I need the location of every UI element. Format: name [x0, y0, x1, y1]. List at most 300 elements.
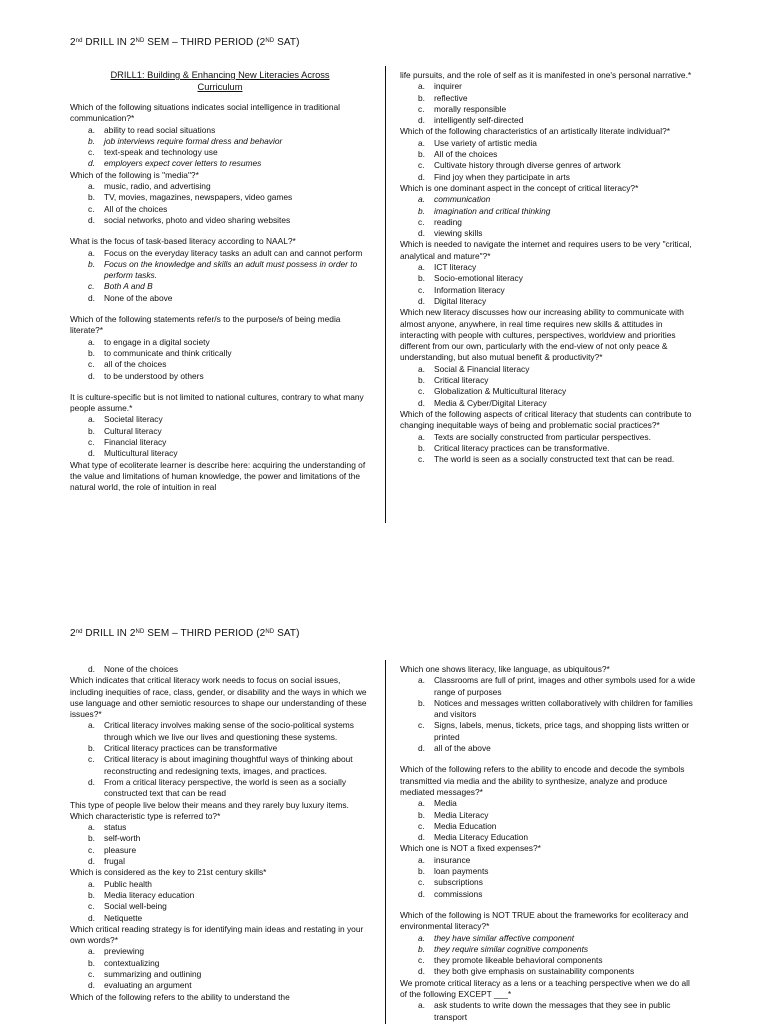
- option-text: ICT literacy: [434, 262, 477, 273]
- option-text: morally responsible: [434, 103, 507, 114]
- answer-option: [70, 856, 370, 867]
- option-letter: b.: [418, 273, 425, 284]
- option-text: reading: [434, 216, 462, 227]
- drill-title-line: Curriculum: [197, 81, 243, 92]
- option-letter: b.: [88, 957, 95, 968]
- option-text: contextualizing: [104, 957, 160, 968]
- option-letter: c.: [88, 754, 95, 765]
- option-text: Financial literacy: [104, 437, 167, 448]
- option-text: loan payments: [434, 866, 489, 877]
- option-text: Social & Financial literacy: [434, 363, 530, 374]
- option-list: [70, 664, 370, 675]
- question-text: It is culture-specific but is not limited to national cultures, contrary to what many people assume.*: [70, 391, 364, 414]
- question-text: Which of the following is NOT TRUE about the frameworks for ecoliteracy and environmental literacy?*: [400, 909, 689, 932]
- option-text: Both A and B: [104, 281, 153, 292]
- option-text: viewing skills: [434, 228, 483, 239]
- option-text: imagination and critical thinking: [434, 205, 551, 216]
- header-text: SEM – THIRD PERIOD (2: [144, 628, 266, 639]
- answer-option: [70, 822, 370, 833]
- option-text: they have similar affective component: [434, 932, 575, 943]
- option-letter: c.: [418, 160, 425, 171]
- option-text: All of the choices: [104, 203, 168, 214]
- option-letter: a.: [88, 946, 95, 957]
- option-list: [400, 262, 698, 307]
- option-text: intelligently self-directed: [434, 115, 524, 126]
- answer-option: [70, 359, 370, 370]
- option-letter: d.: [418, 228, 425, 239]
- answer-option: [400, 262, 698, 273]
- option-letter: d.: [88, 664, 95, 674]
- answer-option: [400, 386, 698, 397]
- option-list: [70, 720, 370, 799]
- option-text: communication: [434, 194, 491, 205]
- answer-option: [400, 866, 698, 877]
- option-text: commissions: [434, 888, 483, 899]
- option-list: [400, 675, 698, 754]
- drill-title-line: DRILL1: Building & Enhancing New Literacies Across: [110, 70, 330, 80]
- answer-option: [70, 181, 370, 192]
- answer-option: [70, 147, 370, 158]
- question-text: Which of the following refers to the ability to understand the: [70, 991, 290, 1002]
- option-text: inquirer: [434, 81, 462, 92]
- option-letter: b.: [88, 833, 95, 844]
- question-text: Which indicates that critical literacy work needs to focus on social issues, including inequities of race, class, gender, or disability and the ways in which we use language and other semiotic resources to shape our understanding of these issues?*: [70, 675, 367, 720]
- option-letter: c.: [418, 720, 425, 731]
- option-letter: b.: [418, 149, 425, 160]
- option-text: Critical literacy: [434, 375, 489, 386]
- option-letter: d.: [418, 888, 425, 899]
- answer-option: [400, 160, 698, 171]
- header-sup: nd: [75, 629, 83, 635]
- question-text: Which is one dominant aspect in the concept of critical literacy?*: [400, 182, 639, 193]
- option-letter: c.: [88, 281, 95, 292]
- option-letter: b.: [88, 425, 95, 436]
- header-sup: ND: [135, 629, 145, 635]
- option-text: Focus on the everyday literacy tasks an adult can and cannot perform: [104, 247, 363, 258]
- option-text: Socio-emotional literacy: [434, 273, 523, 284]
- answer-option: [400, 228, 698, 239]
- option-text: None of the above: [104, 292, 173, 303]
- answer-option: [400, 375, 698, 386]
- option-text: to be understood by others: [104, 370, 204, 381]
- option-letter: b.: [418, 205, 425, 216]
- option-text: From a critical literacy perspective, the world is seen as a socially constructed text that can be read: [104, 776, 347, 799]
- option-letter: d.: [418, 115, 425, 126]
- option-text: music, radio, and advertising: [104, 181, 211, 192]
- answer-option: [400, 1000, 698, 1023]
- option-list: [400, 432, 698, 466]
- answer-option: [400, 364, 698, 375]
- answer-option: [70, 248, 370, 259]
- answer-option: [70, 158, 370, 169]
- option-text: job interviews require formal dress and behavior: [104, 135, 283, 146]
- answer-option: [70, 437, 370, 448]
- option-text: Netiquette: [104, 912, 143, 923]
- answer-option: [400, 115, 698, 126]
- answer-option: [400, 933, 698, 944]
- question-text: Which of the following aspects of critical literacy that students can contribute to changing inequitable ways of being and problematic social practices?*: [400, 408, 692, 431]
- option-letter: a.: [418, 262, 425, 273]
- option-list: [70, 414, 370, 459]
- answer-option: [70, 754, 370, 777]
- option-text: Notices and messages written collaboratively with children for families and visitors: [434, 697, 693, 720]
- option-letter: c.: [88, 437, 95, 448]
- answer-option: [70, 337, 370, 348]
- answer-option: [70, 664, 370, 675]
- option-text: Cultural literacy: [104, 425, 162, 436]
- option-text: all of the above: [434, 743, 491, 754]
- option-text: Media Education: [434, 820, 497, 831]
- option-letter: d.: [88, 292, 95, 303]
- option-list: [400, 364, 698, 409]
- option-letter: a.: [418, 137, 425, 148]
- option-list: [70, 337, 370, 382]
- option-letter: a.: [88, 720, 95, 731]
- option-letter: a.: [88, 124, 95, 135]
- header-sup: ND: [265, 629, 275, 635]
- option-text: employers expect cover letters to resumes: [104, 158, 262, 169]
- answer-option: [70, 901, 370, 912]
- option-text: The world is seen as a socially constructed text that can be read.: [434, 454, 675, 465]
- answer-option: [400, 398, 698, 409]
- option-letter: d.: [88, 158, 95, 169]
- option-text: All of the choices: [434, 149, 498, 160]
- header-text: 2: [70, 628, 76, 639]
- answer-option: [70, 913, 370, 924]
- option-letter: c.: [418, 454, 425, 465]
- answer-option: [70, 720, 370, 743]
- answer-option: [400, 889, 698, 900]
- answer-option: [70, 980, 370, 991]
- answer-option: [400, 273, 698, 284]
- option-text: ask students to write down the messages that they see in public transport: [434, 1000, 671, 1022]
- option-letter: d.: [418, 295, 425, 306]
- answer-option: [400, 172, 698, 183]
- option-text: summarizing and outlining: [104, 969, 202, 980]
- answer-option: [400, 720, 698, 743]
- answer-option: [400, 675, 698, 698]
- question-text: Which of the following refers to the ability to encode and decode the symbols transmitted via media and the ability to synthesize, analyze and produce mediated messages?*: [400, 764, 685, 797]
- option-text: pleasure: [104, 844, 137, 855]
- question-text: Which of the following situations indicates social intelligence in traditional communication?*: [70, 102, 341, 124]
- option-text: Digital literacy: [434, 295, 487, 306]
- answer-option: [70, 777, 370, 800]
- option-text: to engage in a digital society: [104, 336, 210, 347]
- option-text: Information literacy: [434, 284, 505, 295]
- question-text: Which of the following characteristics of an artistically literate individual?*: [400, 126, 670, 137]
- option-letter: c.: [418, 820, 425, 831]
- option-list: [70, 946, 370, 991]
- left-column: [70, 664, 370, 1003]
- question-list: [70, 664, 370, 1003]
- option-letter: b.: [418, 809, 425, 820]
- answer-option: [400, 104, 698, 115]
- option-text: Media Literacy Education: [434, 832, 529, 843]
- question-text: Which of the following is "media"?*: [70, 169, 199, 180]
- option-text: Public health: [104, 878, 152, 889]
- option-text: all of the choices: [104, 359, 167, 370]
- option-letter: b.: [418, 92, 425, 103]
- option-text: Cultivate history through diverse genres of artwork: [434, 160, 621, 171]
- option-letter: c.: [418, 284, 425, 295]
- option-text: Critical literacy practices can be transformative.: [434, 442, 610, 453]
- option-letter: b.: [88, 347, 95, 358]
- answer-option: [400, 194, 698, 205]
- answer-option: [70, 125, 370, 136]
- answer-option: [70, 348, 370, 359]
- question-list: [400, 664, 698, 1023]
- option-letter: a.: [418, 1000, 425, 1011]
- answer-option: [400, 217, 698, 228]
- option-letter: d.: [418, 966, 425, 977]
- option-letter: d.: [88, 370, 95, 381]
- header-text: SEM – THIRD PERIOD (2: [144, 37, 266, 48]
- option-text: status: [104, 822, 127, 833]
- option-list: [400, 933, 698, 978]
- option-text: insurance: [434, 854, 471, 865]
- answer-option: [70, 958, 370, 969]
- option-letter: d.: [88, 980, 95, 991]
- option-letter: b.: [418, 943, 425, 954]
- option-letter: c.: [418, 216, 425, 227]
- option-letter: c.: [88, 844, 95, 855]
- answer-option: [70, 946, 370, 957]
- answer-option: [70, 845, 370, 856]
- question-list: [70, 102, 370, 494]
- header-text: SAT): [274, 37, 300, 48]
- answer-option: [400, 698, 698, 721]
- option-text: previewing: [104, 946, 145, 957]
- option-letter: a.: [418, 932, 425, 943]
- answer-option: [400, 966, 698, 977]
- option-text: Classrooms are full of print, images and other symbols used for a wide range of purposes: [434, 675, 696, 697]
- option-letter: c.: [88, 969, 95, 980]
- option-letter: a.: [418, 81, 425, 92]
- option-letter: d.: [418, 743, 425, 754]
- answer-option: [400, 810, 698, 821]
- drill-title: [70, 70, 370, 93]
- option-text: they both give emphasis on sustainability components: [434, 966, 635, 977]
- option-letter: c.: [88, 203, 95, 214]
- option-letter: b.: [418, 866, 425, 877]
- answer-option: [400, 285, 698, 296]
- answer-option: [70, 293, 370, 304]
- option-text: they require similar cognitive components: [434, 943, 589, 954]
- answer-option: [70, 136, 370, 147]
- answer-option: [70, 890, 370, 901]
- option-letter: a.: [418, 675, 425, 686]
- header-sup: ND: [135, 38, 145, 44]
- question-text: Which critical reading strategy is for identifying main ideas and restating in your own words?*: [70, 923, 364, 946]
- header-text: DRILL IN 2: [82, 37, 136, 48]
- answer-option: [400, 877, 698, 888]
- option-list: [400, 194, 698, 239]
- question-text: Which one shows literacy, like language, as ubiquitous?*: [400, 664, 610, 674]
- option-letter: a.: [88, 181, 95, 192]
- page-2: [0, 560, 768, 1024]
- option-text: Critical literacy involves making sense of the socio-political systems through which we live our lives and questioning these systems.: [104, 720, 354, 742]
- option-text: social networks, photo and video sharing websites: [104, 214, 291, 225]
- option-letter: d.: [88, 448, 95, 459]
- answer-option: [70, 743, 370, 754]
- option-text: None of the choices: [104, 664, 179, 674]
- option-text: reflective: [434, 92, 468, 103]
- answer-option: [400, 944, 698, 955]
- option-list: [400, 855, 698, 900]
- option-letter: c.: [88, 901, 95, 912]
- option-text: Globalization & Multicultural literacy: [434, 386, 567, 397]
- option-text: to communicate and think critically: [104, 347, 232, 358]
- option-letter: c.: [418, 955, 425, 966]
- option-list: [70, 248, 370, 304]
- answer-option: [400, 81, 698, 92]
- option-list: [70, 125, 370, 170]
- answer-option: [400, 443, 698, 454]
- option-text: evaluating an argument: [104, 980, 192, 991]
- question-text: Which of the following statements refer/s to the purpose/s of being media literate?*: [70, 314, 341, 336]
- option-letter: a.: [418, 798, 425, 809]
- answer-option: [70, 215, 370, 226]
- option-text: Social well-being: [104, 901, 167, 912]
- answer-option: [400, 149, 698, 160]
- question-text: Which new literacy discusses how our increasing ability to communicate with almost anyone, anywhere, in real time requires new skills & attitudes in interacting with people with cultures, perspectives, worldview and priorities different from our own, particularly with the end-view of not only peace & understanding, but also mutual benefit & productivity?*: [400, 307, 684, 363]
- option-text: subscriptions: [434, 877, 483, 888]
- answer-option: [70, 426, 370, 437]
- header-sup: nd: [75, 38, 83, 44]
- option-text: TV, movies, magazines, newspapers, video games: [104, 192, 293, 203]
- question-list: [400, 70, 698, 465]
- option-letter: a.: [418, 363, 425, 374]
- option-text: Media & Cyber/Digital Literacy: [434, 397, 547, 408]
- option-letter: d.: [88, 856, 95, 867]
- option-letter: d.: [418, 171, 425, 182]
- option-letter: a.: [418, 431, 425, 442]
- option-list: [70, 181, 370, 226]
- question-text: This type of people live below their means and they rarely buy luxury items. Which characteristic type is referred to?*: [70, 799, 349, 821]
- question-text: Which is needed to navigate the internet and requires users to be very "critical, analytical and mature"?*: [400, 239, 692, 261]
- option-letter: c.: [88, 359, 95, 370]
- left-column: [70, 70, 370, 494]
- answer-option: [400, 743, 698, 754]
- option-text: Signs, labels, menus, tickets, price tags, and shopping lists written or printed: [434, 720, 690, 742]
- option-letter: b.: [88, 192, 95, 203]
- page-header: [70, 628, 300, 639]
- header-text: 2: [70, 37, 76, 48]
- answer-option: [400, 798, 698, 809]
- question-text: We promote critical literacy as a lens or a teaching perspective when we do all of the following EXCEPT ___*: [400, 977, 690, 1000]
- option-text: Multicultural literacy: [104, 448, 178, 459]
- option-text: text-speak and technology use: [104, 147, 218, 158]
- option-text: Texts are socially constructed from particular perspectives.: [434, 431, 651, 442]
- question-text: Which one is NOT a fixed expenses?*: [400, 843, 541, 854]
- answer-option: [70, 969, 370, 980]
- answer-option: [400, 454, 698, 465]
- option-text: they promote likeable behavioral components: [434, 955, 603, 966]
- option-letter: c.: [418, 877, 425, 888]
- option-list: [70, 879, 370, 924]
- option-letter: c.: [88, 147, 95, 158]
- option-list: [400, 81, 698, 126]
- option-letter: d.: [88, 776, 95, 787]
- option-text: Media Literacy: [434, 809, 489, 820]
- option-list: [70, 822, 370, 867]
- option-letter: d.: [418, 397, 425, 408]
- option-letter: a.: [88, 414, 95, 425]
- right-column: [400, 70, 698, 465]
- answer-option: [400, 855, 698, 866]
- header-text: SAT): [274, 628, 300, 639]
- right-column: [400, 664, 698, 1023]
- option-letter: b.: [88, 743, 95, 754]
- option-letter: a.: [88, 878, 95, 889]
- column-divider: [385, 66, 386, 523]
- option-text: Critical literacy is about imagining thoughtful ways of thinking about reconstructing and redesigning texts, images, and practices.: [104, 754, 353, 776]
- option-text: Societal literacy: [104, 414, 163, 425]
- option-letter: a.: [418, 854, 425, 865]
- option-list: [400, 138, 698, 183]
- option-text: Focus on the knowledge and skills an adult must possess in order to perform tasks.: [104, 258, 358, 281]
- option-letter: b.: [88, 889, 95, 900]
- option-text: ability to read social situations: [104, 124, 216, 135]
- answer-option: [70, 414, 370, 425]
- option-letter: b.: [418, 375, 425, 386]
- answer-option: [400, 955, 698, 966]
- answer-option: [70, 281, 370, 292]
- question-text: What is the focus of task-based literacy according to NAAL?*: [70, 236, 296, 247]
- header-text: DRILL IN 2: [82, 628, 136, 639]
- answer-option: [70, 879, 370, 890]
- option-letter: d.: [88, 214, 95, 225]
- answer-option: [70, 448, 370, 459]
- option-text: Critical literacy practices can be transformative: [104, 743, 278, 754]
- page-header: [70, 37, 300, 48]
- answer-option: [400, 206, 698, 217]
- answer-option: [400, 432, 698, 443]
- option-letter: b.: [418, 442, 425, 453]
- answer-option: [70, 833, 370, 844]
- option-letter: a.: [88, 336, 95, 347]
- question-text: What type of ecoliterate learner is describe here: acquiring the understanding of the value and limitations of human knowledge, the power and limitations of the natural world, the role of intuition in real: [70, 459, 366, 493]
- question-text: Which is considered as the key to 21st century skills*: [70, 867, 267, 878]
- answer-option: [70, 192, 370, 203]
- option-letter: c.: [418, 103, 425, 114]
- answer-option: [70, 204, 370, 215]
- option-text: self-worth: [104, 833, 141, 844]
- answer-option: [400, 832, 698, 843]
- answer-option: [400, 821, 698, 832]
- header-sup: ND: [265, 38, 275, 44]
- option-text: Media literacy education: [104, 889, 195, 900]
- option-text: Media: [434, 798, 457, 809]
- option-letter: c.: [418, 386, 425, 397]
- option-text: Find joy when they participate in arts: [434, 171, 570, 182]
- option-list: [400, 798, 698, 843]
- question-text: life pursuits, and the role of self as it is manifested in one's personal narrative.*: [400, 70, 692, 80]
- option-letter: a.: [88, 822, 95, 833]
- option-letter: b.: [88, 135, 95, 146]
- option-letter: d.: [88, 912, 95, 923]
- option-letter: d.: [418, 832, 425, 843]
- answer-option: [70, 371, 370, 382]
- option-letter: a.: [418, 194, 425, 205]
- option-text: Use variety of artistic media: [434, 137, 537, 148]
- answer-option: [400, 93, 698, 104]
- option-letter: b.: [88, 258, 95, 269]
- option-text: frugal: [104, 856, 125, 867]
- answer-option: [400, 296, 698, 307]
- option-list: [400, 1000, 698, 1023]
- answer-option: [400, 138, 698, 149]
